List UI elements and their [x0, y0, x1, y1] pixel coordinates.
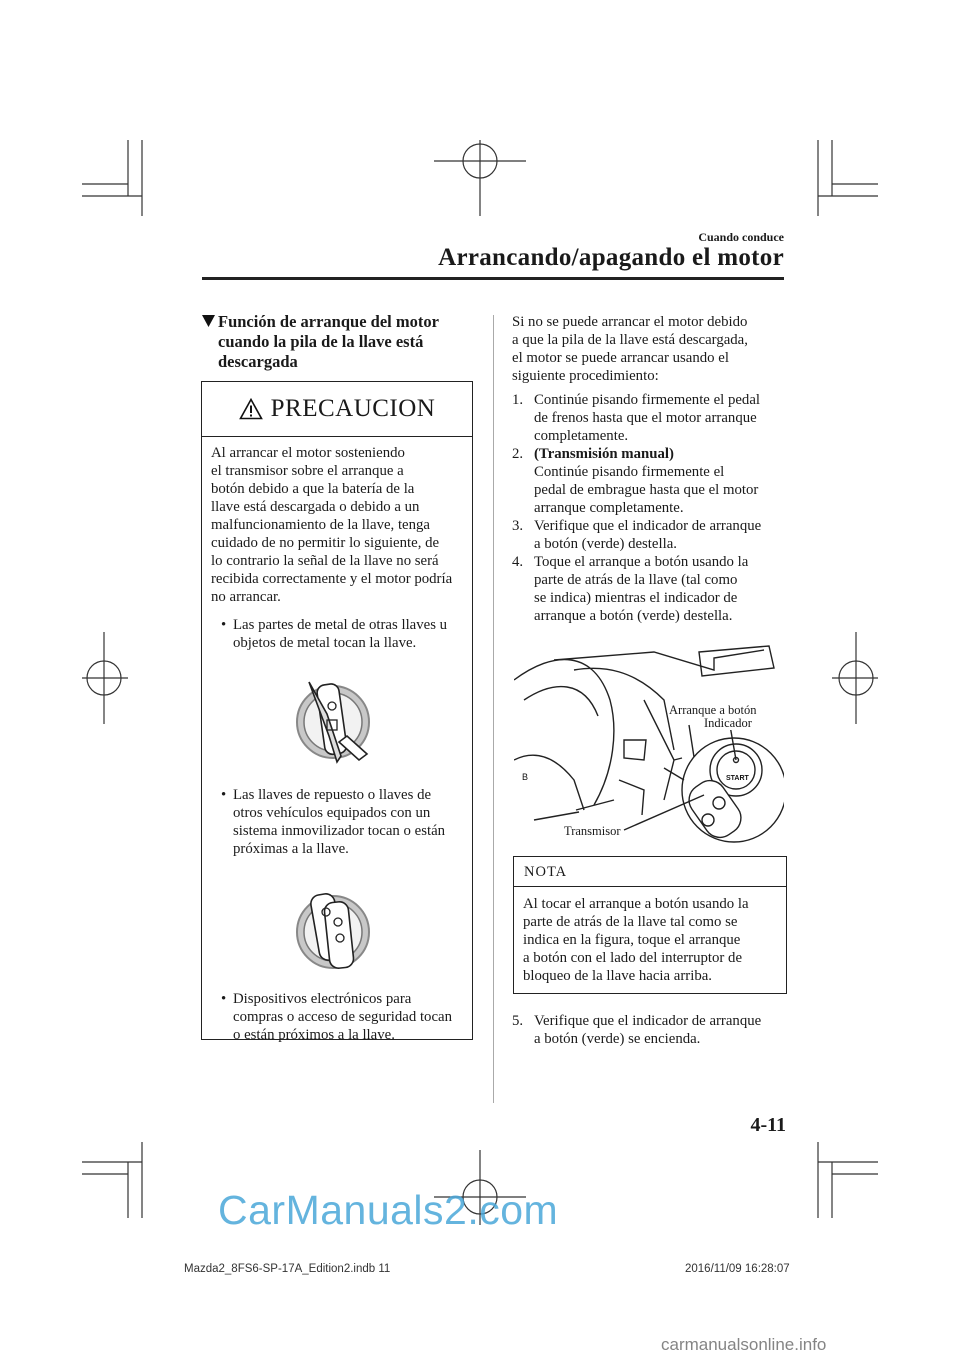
svg-text:B: B [522, 772, 529, 782]
procedure-step [512, 553, 784, 625]
bullet-dot: • [221, 787, 227, 803]
caution-bullet [211, 990, 466, 1044]
note-header [514, 857, 786, 887]
watermark-carmanualsonline: carmanualsonline.info [661, 1335, 827, 1354]
label-transmitter: Transmisor [564, 824, 621, 838]
header-rule [202, 277, 784, 280]
section-heading-text: Función de arranque del motor cuando la pila de la llave está descargada [218, 312, 439, 371]
section-name: Cuando conduce [698, 230, 784, 244]
triangle-down-icon [202, 315, 215, 327]
caution-bullet [211, 786, 466, 858]
step-text: Verifique que el indicador de arranque a botón (verde) destella. [534, 518, 762, 552]
caution-bullet-text: Las llaves de repuesto o llaves de otros vehículos equipados con un sistema inmovilizador tocan o están próximas a la llave. [233, 787, 446, 857]
caution-intro: Al arrancar el motor sosteniendo el transmisor sobre el arranque a botón debido a que la batería de la llave está descargada o debido a un malfuncionamiento de la llave, tenga cuidado de no permitir lo siguiente, de lo contrario la señal de la llave no será recibida correctamente y el motor podría no arrancar. [211, 445, 453, 605]
note-text: Al tocar el arranque a botón usando la parte de atrás de la llave tal como se indica en la figura, toque el arranque a botón con el lado del interruptor de bloqueo de la llave hacia arriba. [523, 896, 749, 984]
caution-header [202, 382, 472, 437]
watermark-carmanuals2: CarManuals2.com [218, 1187, 559, 1233]
spare-keys-contact-image [293, 880, 377, 982]
caution-bullet-text: Dispositivos electrónicos para compras o acceso de seguridad tocan o están próximos a la llave. [233, 991, 452, 1043]
caution-bullet [211, 616, 466, 652]
caution-label: PRECAUCION [270, 395, 436, 422]
procedure-step-5 [512, 1012, 784, 1048]
step-number: 1. [512, 392, 524, 408]
footer-file: Mazda2_8FS6-SP-17A_Edition2.indb 11 [184, 1263, 391, 1275]
label-indicator: Indicador [704, 716, 752, 730]
label-start-button: Arranque a botón [669, 703, 757, 717]
step-number: 2. [512, 446, 524, 462]
start-button-illustration [514, 640, 784, 843]
bullet-dot: • [221, 991, 227, 1007]
note-box [513, 856, 787, 994]
page-number: 4-11 [750, 1114, 786, 1136]
column-divider [493, 315, 494, 1103]
step-condition: (Transmisión manual) [534, 446, 674, 462]
step-number: 3. [512, 518, 524, 534]
footer-timestamp: 2016/11/09 16:28:07 [685, 1263, 790, 1275]
section-heading [202, 312, 472, 372]
procedure-steps [512, 391, 784, 625]
step-number: 4. [512, 554, 524, 570]
step-text: Toque el arranque a botón usando la parte de atrás de la llave (tal como se indica) mientras el indicador de arranque a botón (verde) destella. [534, 554, 749, 624]
caution-box [201, 381, 473, 1043]
key-metal-contact-image [293, 670, 377, 772]
caution-bullet-text: Las partes de metal de otras llaves u objetos de metal tocan la llave. [233, 617, 448, 651]
procedure-step [512, 391, 784, 445]
procedure-step [512, 445, 784, 517]
start-button-text: START [726, 775, 749, 782]
step-text: Continúe pisando firmemente el pedal de frenos hasta que el motor arranque completamente. [534, 392, 760, 444]
step-number: 5. [512, 1013, 524, 1029]
procedure-step [512, 517, 784, 553]
caution-body [211, 444, 466, 1044]
step-text: Continúe pisando firmemente el pedal de embrague hasta que el motor arranque completamente. [534, 464, 759, 516]
note-label: NOTA [524, 864, 568, 880]
dashboard-drawing [514, 640, 784, 843]
bullet-dot: • [221, 617, 227, 633]
procedure-intro: Si no se puede arrancar el motor debido a que la pila de la llave está descargada, el motor se puede arrancar usando el siguiente procedimiento: [512, 314, 748, 384]
step-text: Verifique que el indicador de arranque a botón (verde) se encienda. [534, 1013, 762, 1047]
page-title: Arrancando/apagando el motor [438, 244, 784, 271]
warning-icon [239, 398, 263, 420]
procedure-step [512, 1012, 784, 1048]
